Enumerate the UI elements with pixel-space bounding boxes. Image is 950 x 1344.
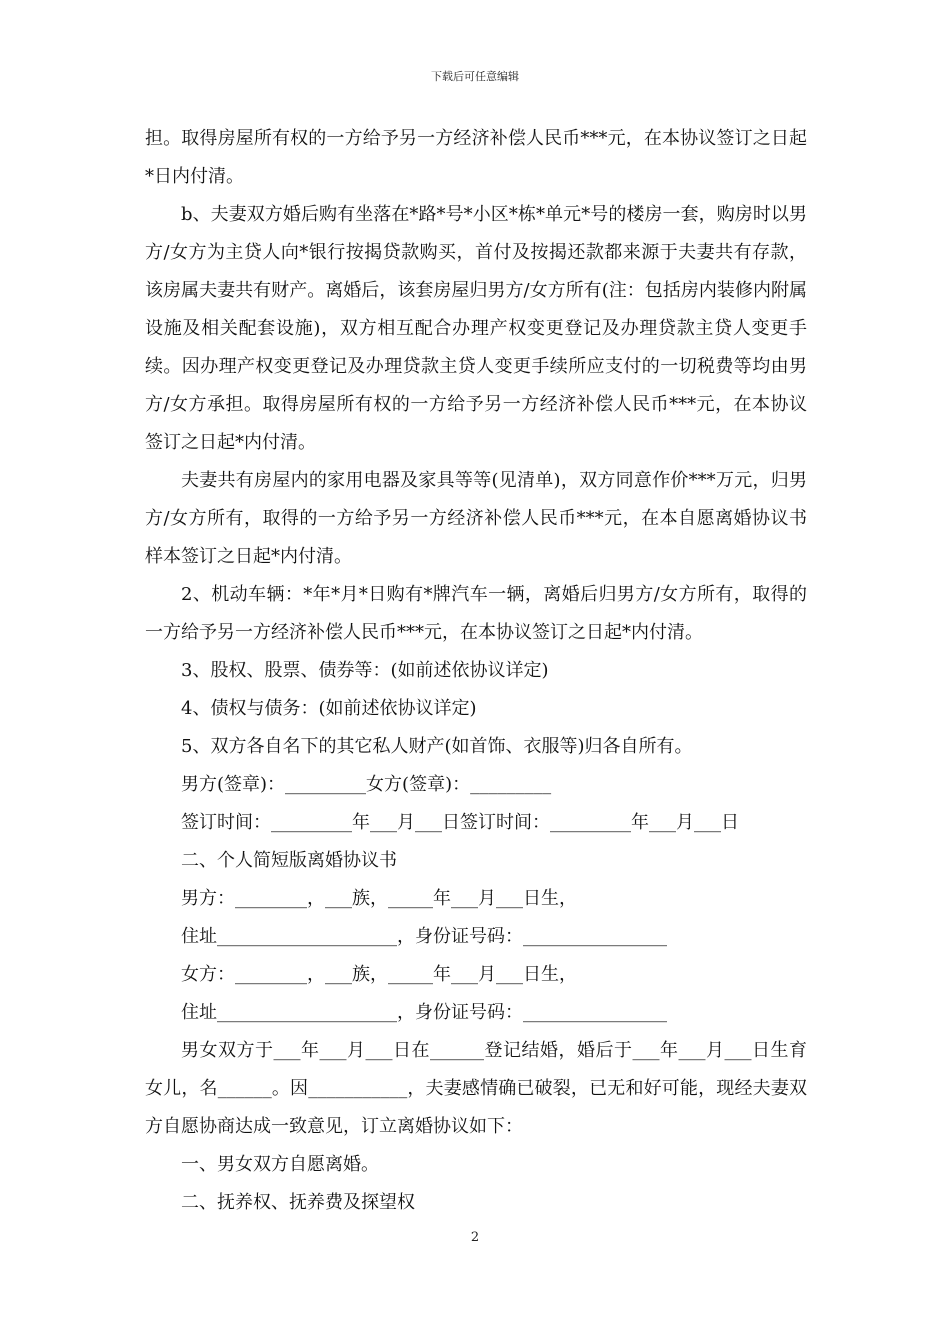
paragraph-stocks: 3、股权、股票、债券等：(如前述依协议详定) xyxy=(181,660,549,681)
paragraph-house-compensation-end: 担。取得房屋所有权的一方给予另一方经济补偿人民币***元，在本协议签订之日起*日内付清。 xyxy=(145,128,807,187)
paragraph-debts: 4、债权与债务：(如前述依协议详定) xyxy=(181,698,477,719)
section-heading-short-agreement: 二、个人简短版离婚协议书 xyxy=(181,850,397,871)
signature-line: 男方(签章)：_________女方(签章)：_________ xyxy=(181,774,552,795)
document-body xyxy=(145,120,807,1222)
paragraph-vehicle: 2、机动车辆：*年*月*日购有*牌汽车一辆，离婚后归男方/女方所有，取得的一方给予另一方经济补偿人民币***元，在本协议签订之日起*内付清。 xyxy=(145,584,807,643)
male-party-line: 男方：________，___族，_____年___月___日生， xyxy=(181,888,577,909)
male-address-line: 住址____________________，身份证号码：________________ xyxy=(181,926,667,947)
clause-voluntary-divorce: 一、男女双方自愿离婚。 xyxy=(181,1154,379,1175)
female-party-line: 女方：________，___族，_____年___月___日生， xyxy=(181,964,577,985)
page-header: 下载后可任意编辑 xyxy=(431,70,519,83)
paragraph-private-property: 5、双方各自名下的其它私人财产(如首饰、衣服等)归各自所有。 xyxy=(181,736,693,757)
paragraph-appliances: 夫妻共有房屋内的家用电器及家具等等(见清单)，双方同意作价***万元，归男方/女方所有，取得的一方给予另一方经济补偿人民币***元，在本自愿离婚协议书样本签订之日起*内付清。 xyxy=(145,470,807,567)
female-address-line: 住址____________________，身份证号码：________________ xyxy=(181,1002,667,1023)
signing-date-line: 签订时间：_________年___月___日签订时间：_________年___月___日 xyxy=(181,812,739,833)
page-number: 2 xyxy=(470,1230,480,1245)
clause-custody-heading: 二、抚养权、抚养费及探望权 xyxy=(181,1192,415,1213)
paragraph-marriage-facts: 男女双方于___年___月___日在______登记结婚，婚后于___年___月___日生育女儿，名______。因___________，夫妻感情确已破裂，已无和好可能，现经夫妻双方自愿协商达成一致意见，订立离婚协议如下： xyxy=(145,1040,807,1137)
paragraph-house-b: b、夫妻双方婚后购有坐落在*路*号*小区*栋*单元*号的楼房一套，购房时以男方/女方为主贷人向*银行按揭贷款购买，首付及按揭还款都来源于夫妻共有存款，该房属夫妻共有财产。离婚后，该套房屋归男方/女方所有(注：包括房内装修内附属设施及相关配套设施)，双方相互配合办理产权变更登记及办理贷款主贷人变更手续。因办理产权变更登记及办理贷款主贷人变更手续所应支付的一切税费等均由男方/女方承担。取得房屋所有权的一方给予另一方经济补偿人民币***元，在本协议签订之日起*内付清。 xyxy=(145,204,807,453)
